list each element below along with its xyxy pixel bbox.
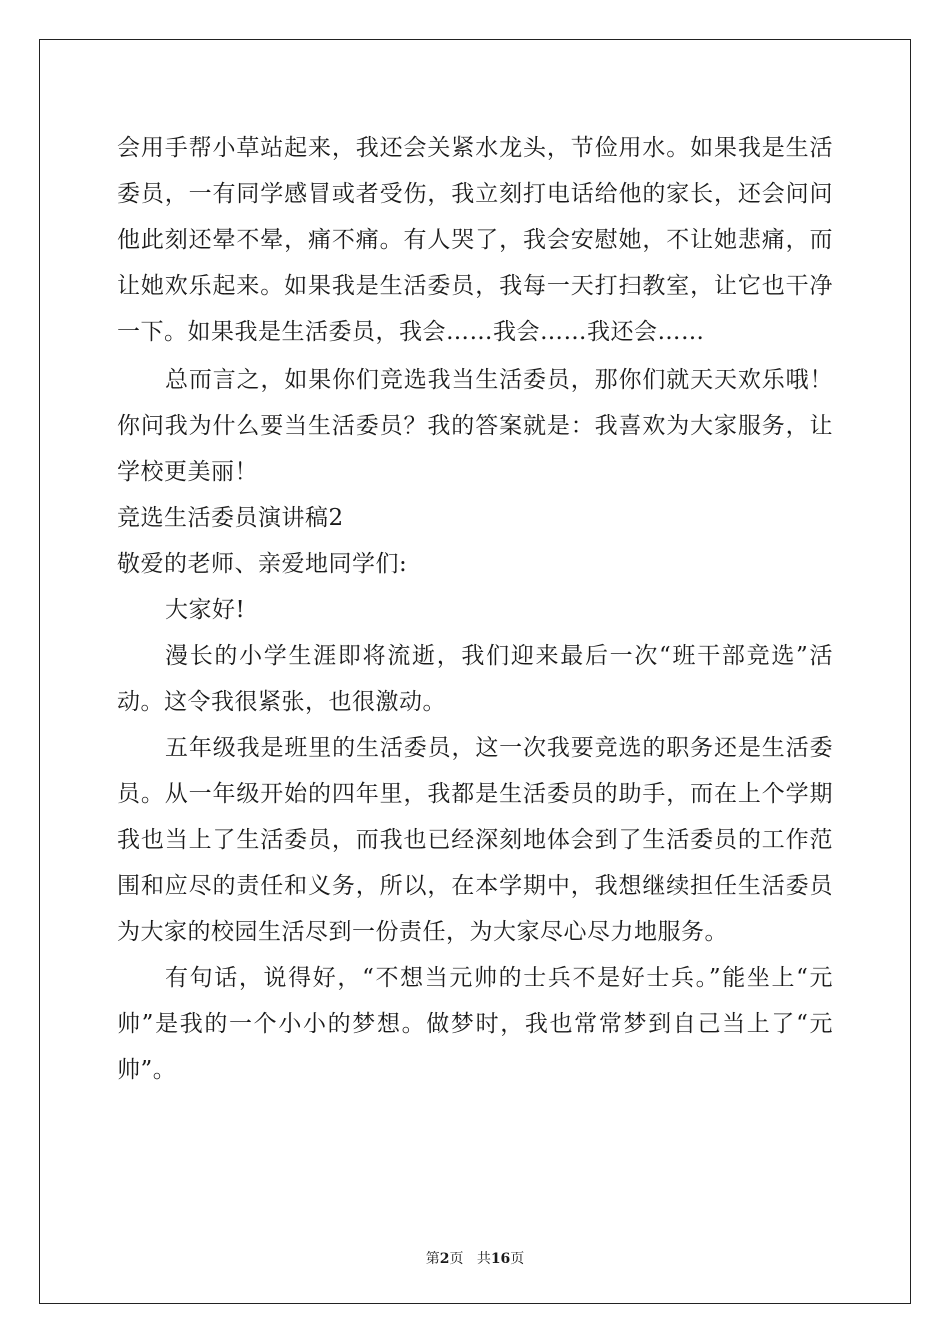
paragraph-5: 有句话，说得好，“不想当元帅的士兵不是好士兵。”能坐上“元帅”是我的一个小小的梦想。做梦时，我也常常梦到自己当上了“元帅”。 <box>117 965 833 1083</box>
section-heading: 竞选生活委员演讲稿2 <box>117 505 344 531</box>
salutation: 敬爱的老师、亲爱地同学们: <box>117 551 408 577</box>
page-number: 2 <box>439 1251 450 1267</box>
document-body <box>117 125 833 1093</box>
paragraph-3: 漫长的小学生涯即将流逝，我们迎来最后一次“班干部竞选”活动。这令我很紧张，也很激动。 <box>117 643 833 715</box>
paragraph-1: 会用手帮小草站起来，我还会关紧水龙头，节俭用水。如果我是生活委员，一有同学感冒或者受伤，我立刻打电话给他的家长，还会问问他此刻还晕不晕，痛不痛。有人哭了，我会安慰她，不让她悲痛，而让她欢乐起来。如果我是生活委员，我每一天打扫教室，让它也干净一下。如果我是生活委员，我会……我会……我还会…… <box>117 135 833 345</box>
page-label-suffix: 页 <box>449 1251 464 1267</box>
paragraph-4: 五年级我是班里的生活委员，这一次我要竞选的职务还是生活委员。从一年级开始的四年里，我都是生活委员的助手，而在上个学期我也当上了生活委员，而我也已经深刻地体会到了生活委员的工作范围和应尽的责任和义务，所以，在本学期中，我想继续担任生活委员为大家的校园生活尽到一份责任，为大家尽心尽力地服务。 <box>117 735 833 945</box>
greeting: 大家好! <box>165 597 246 623</box>
page-label-prefix: 第 <box>425 1251 440 1267</box>
paragraph-2: 总而言之，如果你们竞选我当生活委员，那你们就天天欢乐哦！你问我为什么要当生活委员？我的答案就是：我喜欢为大家服务，让学校更美丽！ <box>117 367 833 485</box>
total-pages: 16 <box>490 1251 511 1267</box>
total-label-suffix: 页 <box>510 1251 525 1267</box>
total-label-prefix: 共 <box>476 1251 491 1267</box>
page-footer <box>0 1248 950 1268</box>
